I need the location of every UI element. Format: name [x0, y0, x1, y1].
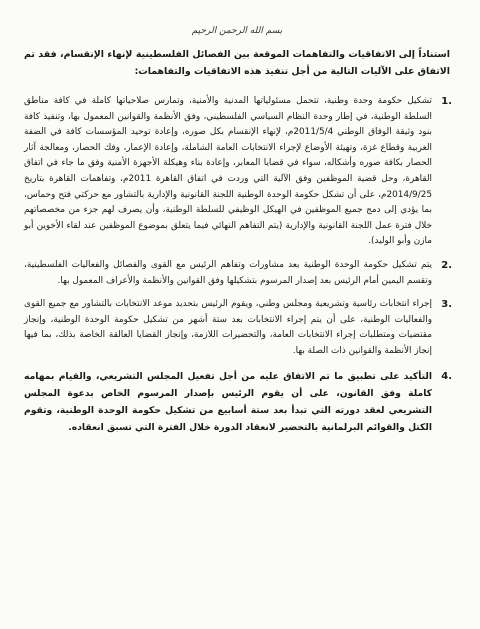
item-text: يتم تشكيل حكومة الوحدة الوطنية بعد مشاورات وتفاهم الرئيس مع القوى والفصائل والفعاليات الفلسطينية، وتقسم اليمين أمام الرئيس بعد إصدار المرسوم بتشكيلها وفق القوانين والأنظمة والأعراف المعمول بها.: [24, 259, 432, 286]
basmala-header: بسم الله الرحمن الرحيم: [191, 26, 283, 36]
intro-paragraph: استناداً إلى الاتفاقيات والتفاهمات الموقعة بين الفصائل الفلسطينية لإنهاء الإنقسام، فقد تم الاتفاق على الآليات التالية من أجل تنفيذ هذه الاتفاقيات والتفاهمات:: [24, 49, 450, 77]
item-number: 2.: [441, 259, 452, 271]
list-item-1: [24, 94, 452, 250]
item-text: التأكيد على تطبيق ما تم الاتفاق عليه من أجل تفعيل المجلس التشريعي، والقيام بمهامه كاملة وفق القانون، على أن يقوم الرئيس بإصدار المرسوم الخاص بدعوة المجلس التشريعي لعقد دورته التي تبدأ بعد ستة أسابيع من تشكيل حكومة الوحدة الوطنية، وتقوم الكتل والقوائم البرلمانية بالتحضير لانعقاد الدورة خلال الفترة التي تسبق انعقاده.: [24, 370, 432, 433]
item-number: 3.: [441, 299, 452, 311]
list-item-4: [24, 368, 452, 436]
item-number: 1.: [441, 96, 452, 107]
list-item-2: [24, 258, 452, 289]
item-text: إجراء انتخابات رئاسية وتشريعية ومجلس وطني، ويقوم الرئيس بتحديد موعد الانتخابات بالتشاور مع جميع القوى والفعاليات الوطنية، على أن يتم إجراء الانتخابات بعد ستة أشهر من تشكيل حكومة الوحدة الوطنية، وإنجاز مقتضيات ومتطلبات إجراء الانتخابات العامة، والتحضيرات اللازمة، وإنجاز القضايا العالقة الخاصة بذلك، بما فيها إنجاز الأنظمة والقوانين ذات الصلة بها.: [24, 299, 432, 356]
item-text: تشكيل حكومة وحدة وطنية، تتحمل مسئولياتها المدنية والأمنية، وتمارس صلاحياتها كاملة في كافة مناطق السلطة الوطنية، في إطار وحدة النظام السياسي الفلسطيني، وفق الأنظمة والقوانين المعمول بها، وتنفيذ كافة بنود وثيقة الوفاق الوطني 2011/5/4م، لإنهاء الإنقسام بكل صوره، وإعادة توحيد المؤسسات كافة في الضفة الغربية وقطاع غزة، وتهيئة الأوضاع لإجراء الانتخابات العامة الشاملة، وإعادة الإعمار، وفك الحصار، ومعالجة آثار الحصار بكافة صوره وأشكاله، سواء في قضايا المعابر، وإعادة بناء وهيكلة الأجهزة الأمنية وفق ما جاء في اتفاق القاهرة، وحل قضية الموظفين وفق الآلية التي وردت في اتفاق القاهرة 2011م، وتفاهمات القاهرة بتاريخ 2014/9/25م، على أن تشكل حكومة الوحدة الوطنية اللجنة القانونية والإدارية بالتشاور مع حركتي فتح وحماس، بما يؤدي إلى دمج جميع الموظفين في الهيكل الوظيفي للسلطة الوطنية، وأن يصرف لهم جزء من مخصصاتهم خلال فترة عمل اللجنة القانونية والإدارية (يتم التفاهم النهائي فيما يتعلق بموضوع الموظفين عند لقاء الأخوين أبو مازن وأبو الوليد).: [24, 96, 432, 247]
item-number: 4.: [441, 370, 452, 382]
list-item-3: [24, 297, 452, 359]
